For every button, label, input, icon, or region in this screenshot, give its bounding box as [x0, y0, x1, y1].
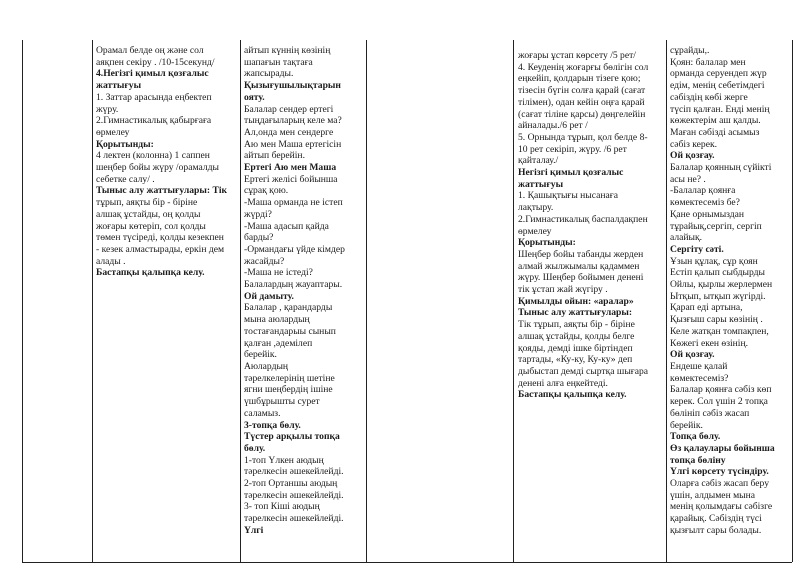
text-line: мына аюлардың	[244, 314, 310, 326]
text-line: топқа бөліну	[670, 454, 726, 466]
text-line: Үлгі көрсету түсіндіру.	[670, 466, 769, 478]
text-line: 2.Гимнастикалық қабырғаға	[96, 115, 212, 127]
text-line: Қоян: балалар мен	[670, 56, 746, 68]
text-line: Балалар , қарандарды	[244, 302, 333, 314]
text-line: тұрайық,сергіп, сергіп	[670, 220, 762, 232]
text-line: алшақ ұстайды, оң қолды	[96, 208, 201, 220]
text-line: 4 лектен (колонна) 1 саппен	[96, 150, 210, 162]
text-line: шапағын тақтаға	[244, 56, 313, 68]
text-line: сұрайды,.	[670, 45, 710, 56]
text-line: 4. Кеуденің жоғарғы бөлігін сол	[518, 61, 649, 73]
text-line: 1. Заттар арасында еңбектеп	[96, 91, 212, 103]
text-line: Қорытынды:	[518, 237, 576, 249]
text-line: едім, менің себетімдегі	[670, 80, 765, 92]
text-line: берейік.	[670, 419, 703, 431]
text-line: - кезек алмастырады, еркін дем	[96, 243, 225, 255]
lesson-column-3	[518, 50, 664, 401]
text-line: Аю мен Маша ертегісін	[244, 138, 342, 150]
text-line: Оларға сәбіз жасап беру	[670, 478, 770, 490]
text-line: Бастапқы қалыпқа келу.	[518, 389, 627, 401]
text-line: Маған сәбізді асымыз	[670, 126, 760, 138]
text-line: Топқа бөлу.	[670, 431, 721, 443]
text-line: өрмелеу	[518, 225, 552, 237]
text-line: (сағат тіліне қарсы) дөңгелейін	[518, 108, 646, 120]
lesson-column-2	[244, 45, 364, 537]
text-line: 4.Негізгі қимыл қозғалыс	[96, 68, 209, 80]
text-line: жоғары көтеріп, сол қолды	[96, 220, 206, 232]
text-line: өрмелеу	[96, 126, 130, 138]
text-line: Ұзын құлақ, сұр қоян	[670, 255, 758, 267]
text-line: Келе жатқан томпақпен,	[670, 325, 769, 337]
text-line: аяқпен секіру . /10-15секунд/	[96, 56, 215, 68]
text-line: тостағандарыы сынып	[244, 325, 336, 337]
text-line: Балалар қоянға сәбіз көп	[670, 384, 772, 396]
text-line: Бастапқы қалыпқа келу.	[96, 267, 205, 279]
text-line: Қарап еді артына,	[670, 302, 743, 314]
text-line: үшбұрышты сурет	[244, 396, 320, 408]
text-line: қарайық. Сәбіздің түсі	[670, 513, 762, 525]
text-line: Балалар қоянның сүйікті	[670, 162, 772, 174]
text-line: сұрақ қою.	[244, 185, 289, 197]
text-line: алмай жылжымалы қадаммен	[518, 260, 640, 272]
text-line: қояды, демді ішке біртіндеп	[518, 342, 633, 354]
text-line: барды?	[244, 232, 274, 244]
text-line: айтып күннің көзінің	[244, 45, 331, 56]
text-line: жапсырады.	[244, 68, 294, 80]
text-line: Өз қалаулары бойынша	[670, 442, 775, 454]
lesson-column-4	[670, 45, 790, 537]
text-line: алады .	[96, 255, 126, 267]
text-line: Балалар сендер ертегі	[244, 103, 334, 115]
lesson-column-1	[96, 45, 238, 279]
text-line: жүру. Шеңбер бойымен денені	[518, 272, 644, 284]
text-line: Ертегі желісі бойынша	[244, 173, 338, 185]
text-line: дыбыстап демді сыртқа шығара	[518, 365, 649, 377]
text-line: Қызығушылықтарын	[244, 80, 341, 92]
text-line: Ойлы, қырлы жерлермен	[670, 279, 773, 291]
text-line: Тыныс алу жаттығулары: Тік	[96, 185, 228, 197]
text-line: орманда серуендеп жүр	[670, 68, 767, 80]
text-line: берейік.	[244, 349, 277, 361]
text-line: Қызғыш сары көзінің .	[670, 314, 763, 326]
text-line: 5. Орнында тұрып, қол белде 8-	[518, 131, 648, 143]
text-line: тәрелкесін әшекейлейді.	[244, 489, 344, 501]
text-line: сәбіздің көбі жерге	[670, 91, 748, 103]
text-line: ояту.	[244, 91, 265, 103]
table-border-left	[22, 40, 23, 562]
text-line: қызғылт сары болады.	[670, 524, 762, 536]
text-line: тәрелкесін әшекейлейді.	[244, 466, 344, 478]
text-line: Ой қозғау.	[670, 349, 715, 361]
text-line: тәрелкелерінің шетіне	[244, 372, 335, 384]
text-line: ягни шеңбердің ішіне	[244, 384, 333, 396]
text-line: бөлініп сәбіз жасап	[670, 407, 750, 419]
text-line: Сергіту сәті.	[670, 243, 724, 255]
text-line: жаттығуы	[96, 80, 142, 92]
text-line: 1-топ Үлкен аюдың	[244, 454, 324, 466]
table-column-divider	[92, 40, 93, 562]
table-border-right	[792, 40, 793, 562]
text-line: Қорытынды:	[96, 138, 154, 150]
text-line: көжектерім аш қалды.	[670, 115, 761, 127]
text-line: 3-топқа бөлу.	[244, 419, 301, 431]
text-line: қалған ,әдемілеп	[244, 337, 313, 349]
text-line: 2.Гимнастикалық баспалдақпен	[518, 213, 648, 225]
text-line: айтып берейін.	[244, 150, 305, 162]
text-line: Негізгі қимыл қозғалыс	[518, 167, 624, 179]
text-line: 2-топ Ортаншы аюдың	[244, 478, 338, 490]
text-line: жүру.	[96, 103, 119, 115]
text-line: Ой дамыту.	[244, 290, 294, 302]
text-line: Ал,онда мен сендерге	[244, 126, 334, 138]
text-line: -Маша не істеді?	[244, 267, 313, 279]
text-line: 10 рет секіріп, жүру. /6 рет	[518, 143, 627, 155]
table-border-bottom	[22, 562, 792, 563]
text-line: тік ұстап жай жүгіру .	[518, 284, 608, 296]
text-line: үшін, алдымен мына	[670, 489, 756, 501]
text-line: төмен түсіреді, қолды кезекпен	[96, 232, 224, 244]
text-line: лақтыру.	[518, 202, 554, 214]
text-line: Тік тұрып, аяқты бір - біріне	[518, 319, 635, 331]
table-column-divider	[366, 40, 367, 562]
text-line: 1. Қашықтығы нысанаға	[518, 190, 618, 202]
text-line: Балалардың жауаптары.	[244, 279, 343, 291]
text-line: Тыныс алу жаттығулары:	[518, 307, 633, 319]
text-line: тәрелкесін әшекейлейді.	[244, 513, 344, 525]
text-line: денені алға еңкейтеді.	[518, 377, 608, 389]
text-line: алшақ ұстайды, қолды белге	[518, 330, 635, 342]
text-line: -Маша орманда не істеп	[244, 197, 343, 209]
text-line: түсіп қалған. Енді менің	[670, 103, 770, 115]
table-column-divider	[666, 40, 667, 562]
table-column-divider	[513, 40, 514, 562]
text-line: саламыз.	[244, 407, 281, 419]
text-line: -Ормандағы үйде кімдер	[244, 243, 345, 255]
text-line: Түстер арқылы топқа	[244, 431, 340, 443]
text-line: жоғары ұстап көрсету /5 рет/	[518, 50, 636, 61]
text-line: көмектесеміз?	[670, 372, 729, 384]
text-line: -Балалар қоянға	[670, 185, 736, 197]
text-line: -Маша адасып қайда	[244, 220, 329, 232]
text-line: Ой қозғау.	[670, 150, 715, 162]
text-line: тартады, «Ку-ку, Ку-ку» деп	[518, 354, 633, 366]
text-line: қайталау./	[518, 155, 559, 167]
text-line: сәбіз керек.	[670, 138, 718, 150]
text-line: Ытқып, ытқып жүгірді.	[670, 290, 766, 302]
text-line: тұрып, аяқты бір - біріне	[96, 197, 198, 209]
text-line: тыңдағыларың келе ма?	[244, 115, 342, 127]
text-line: Ендеше қалай	[670, 360, 728, 372]
text-line: Естіп қалып сыбдырды	[670, 267, 765, 279]
text-line: себетке салу/ .	[96, 173, 155, 185]
table-column-divider	[240, 40, 241, 562]
text-line: тізесін бүгін солға қарай (сағат	[518, 85, 646, 97]
text-line: Қане орнымыздан	[670, 208, 745, 220]
text-line: жаттығуы	[518, 178, 564, 190]
text-line: еңкейіп, қолдарын тізеге қою;	[518, 73, 641, 85]
text-line: Үлгі	[244, 524, 264, 536]
text-line: Ертегі Аю мен Маша	[244, 162, 337, 174]
text-line: Шеңбер бойы табанды жерден	[518, 248, 644, 260]
text-line: бөлу.	[244, 442, 266, 454]
text-line: алайық.	[670, 232, 703, 244]
text-line: асы не? .	[670, 173, 706, 185]
text-line: Орамал белде оң және сол	[96, 45, 204, 56]
text-line: шеңбер бойы жүру /орамалды	[96, 162, 219, 174]
text-line: 3- топ Кіші аюдың	[244, 501, 320, 513]
text-line: менің қолымдағы сәбізге	[670, 501, 773, 513]
text-line: тілімен), одан кейін оңға қарай	[518, 96, 645, 108]
text-line: көмектесеміз бе?	[670, 197, 740, 209]
text-line: жасайды?	[244, 255, 285, 267]
text-line: Көжегі екен өзінің.	[670, 337, 749, 349]
text-line: айналады./6 рет /	[518, 120, 588, 132]
text-line: Қимылды ойын: «аралар»	[518, 295, 634, 307]
text-line: керек. Сол үшін 2 топқа	[670, 396, 768, 408]
text-line: Аюлардың	[244, 360, 289, 372]
text-line: жүрді?	[244, 208, 272, 220]
